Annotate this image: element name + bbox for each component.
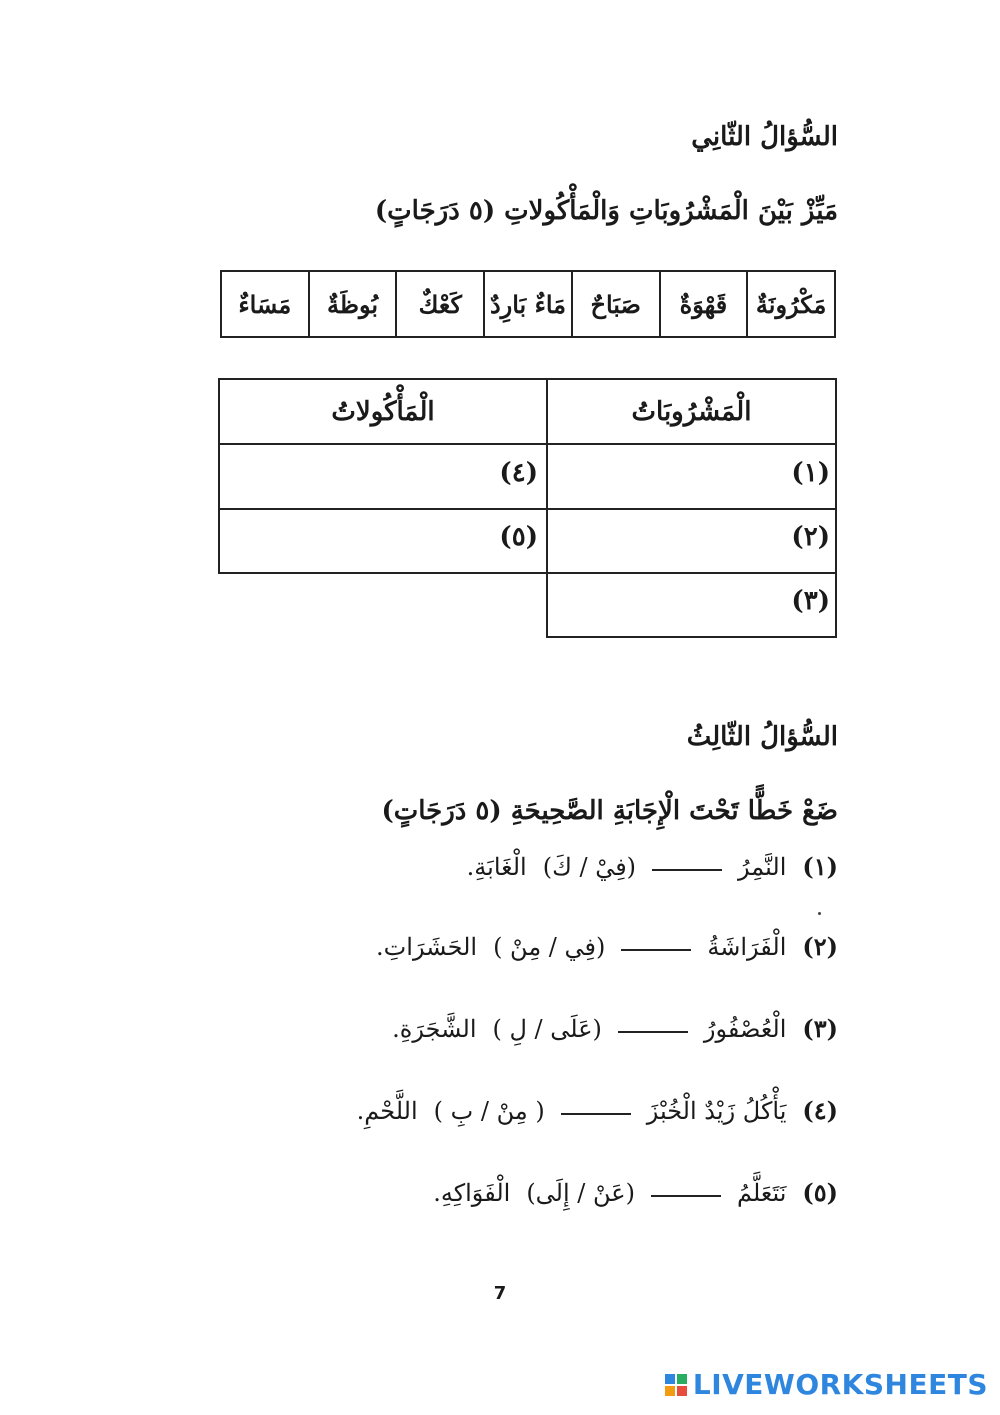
answer-blank[interactable] <box>652 869 722 871</box>
stray-mark <box>818 912 821 915</box>
question-2-title: السُّؤالُ الثّانِي <box>691 122 838 152</box>
answer-blank[interactable] <box>621 949 691 951</box>
brand-name: LIVEWORKSHEETS <box>692 1368 988 1401</box>
item-end: الْغَابَةِ. <box>466 853 527 881</box>
exercise-item <box>467 852 838 881</box>
item-end: اللَّحْمِ. <box>356 1097 418 1125</box>
item-end: الشَّجَرَةِ. <box>392 1015 477 1043</box>
item-start: نَتَعَلَّمُ <box>736 1179 787 1207</box>
question-2-instruction: مَيِّزْ بَيْنَ الْمَشْرُوبَاتِ وَالْمَأْكُولاتِ (٥ دَرَجَاتٍ) <box>374 196 838 226</box>
item-start: النَّمِرُ <box>738 853 787 881</box>
word-bank-item[interactable]: كَعْكٌ <box>395 272 483 336</box>
word-bank-item[interactable]: قَهْوَةٌ <box>659 272 747 336</box>
answer-blank[interactable] <box>618 1031 688 1033</box>
item-number: (١) <box>802 852 838 881</box>
item-number: (٢) <box>802 932 838 961</box>
exercise-item <box>392 1014 838 1043</box>
exercise-item <box>357 1096 838 1125</box>
word-bank <box>220 270 836 338</box>
item-choices[interactable]: (عَنْ / إِلَى) <box>526 1179 635 1207</box>
item-choices[interactable]: (فِي / مِنْ ) <box>493 933 606 961</box>
foods-answer-5[interactable]: (٥) <box>499 522 538 552</box>
item-start: يَأْكُلُ زَيْدٌ الْخُبْزَ <box>646 1097 787 1125</box>
drinks-header: الْمَشْرُوبَاتُ <box>631 396 752 427</box>
answer-blank[interactable] <box>561 1113 631 1115</box>
question-3-title: السُّؤالُ الثّالِثُ <box>686 722 838 752</box>
word-bank-item[interactable]: بُوظَةٌ <box>308 272 396 336</box>
exercise-item <box>433 1178 838 1207</box>
item-end: الحَشَرَاتِ. <box>376 933 478 961</box>
item-number: (٣) <box>802 1014 838 1043</box>
exercise-item <box>376 932 838 961</box>
word-bank-item[interactable]: مَاءٌ بَارِدٌ <box>483 272 571 336</box>
page-number: 7 <box>493 1283 507 1304</box>
answer-blank[interactable] <box>651 1195 721 1197</box>
item-start: الْفَرَاشَةُ <box>707 933 787 961</box>
liveworksheets-brand[interactable] <box>665 1368 988 1401</box>
item-choices[interactable]: ( مِنْ / بِ ) <box>433 1097 545 1125</box>
drinks-answer-3[interactable]: (٣) <box>791 586 830 616</box>
item-number: (٤) <box>802 1096 838 1125</box>
foods-header: الْمَأْكُولاتُ <box>331 396 435 427</box>
question-3-instruction: ضَعْ خَطًّا تَحْتَ الْإِجَابَةِ الصَّحِيحَةِ (٥ دَرَجَاتٍ) <box>381 796 838 826</box>
word-bank-item[interactable]: مَكْرُونَةٌ <box>746 272 834 336</box>
item-start: الْعُصْفُورُ <box>703 1015 787 1043</box>
liveworksheets-logo-icon <box>665 1374 687 1396</box>
item-number: (٥) <box>802 1178 838 1207</box>
word-bank-item[interactable]: صَبَاحٌ <box>571 272 659 336</box>
item-choices[interactable]: (فِيْ / كَ) <box>542 853 637 881</box>
drinks-answer-2[interactable]: (٢) <box>791 522 830 552</box>
item-end: الْفَوَاكِهِ. <box>433 1179 511 1207</box>
word-bank-item[interactable]: مَسَاءٌ <box>238 289 292 319</box>
item-choices[interactable]: (عَلَى / لِ ) <box>492 1015 602 1043</box>
foods-answer-4[interactable]: (٤) <box>499 458 538 488</box>
drinks-answer-1[interactable]: (١) <box>791 458 830 488</box>
